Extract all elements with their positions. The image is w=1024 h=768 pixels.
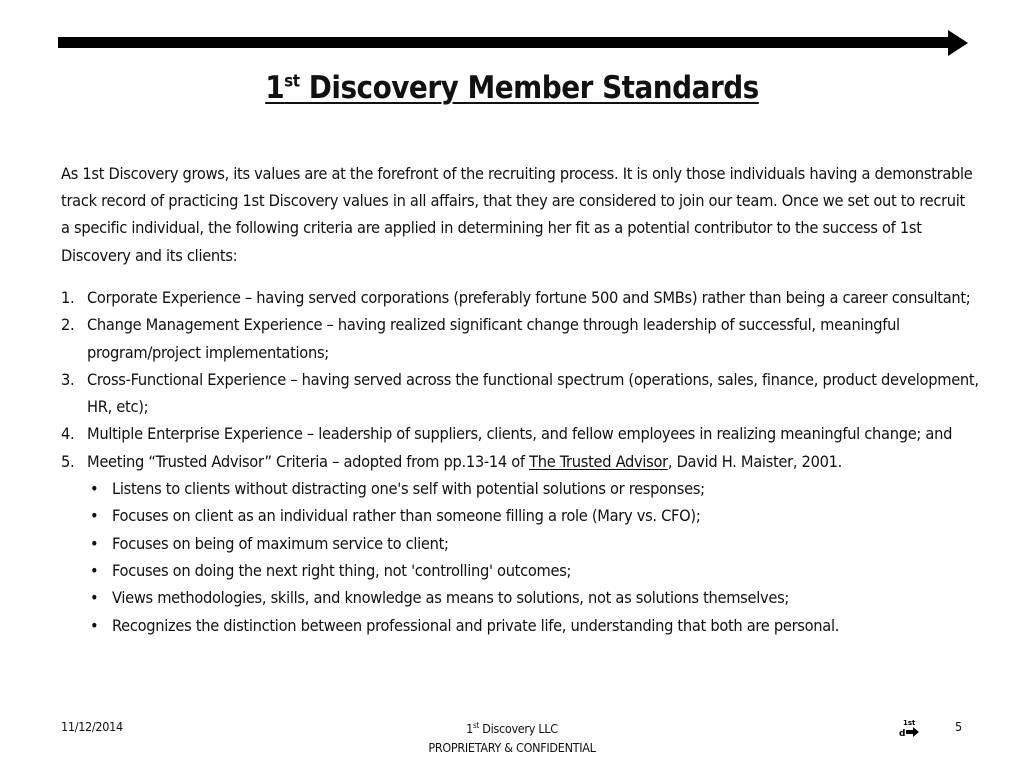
page-title: 1st Discovery Member Standards [265,70,759,106]
bullet-item [87,475,1007,502]
criteria-text: Meeting “Trusted Advisor” Criteria – adopted from pp.13-14 of The Trusted Advisor, David H. Maister, 2001. [87,451,842,471]
bullet-item [87,557,1007,584]
bullet-item [87,612,1007,639]
bullet-icon: • [90,560,99,580]
bullet-item [87,502,1007,529]
criteria-number: 2. [61,315,75,335]
footer-date: 11/12/2014 [61,719,123,734]
criteria-number: 3. [61,369,75,389]
bullet-text: Views methodologies, skills, and knowledge as means to solutions, not as solutions themselves; [112,588,790,608]
footer-company: 1st Discovery LLC PROPRIETARY & CONFIDENTIAL [412,719,612,757]
svg-text:1st: 1st [903,719,916,727]
criteria-number: 4. [61,424,75,444]
criteria-number: 5. [61,451,75,471]
bullet-item [87,584,1007,611]
book-title: The Trusted Advisor [529,451,668,471]
bullet-text: Recognizes the distinction between professional and private life, understanding that both are personal. [112,615,840,635]
bullet-icon: • [90,533,99,553]
page-number: 5 [955,719,963,734]
criteria-item [61,448,981,475]
bullet-item [87,530,1007,557]
footer-confidential: PROPRIETARY & CONFIDENTIAL [428,740,596,755]
intro-paragraph: As 1st Discovery grows, its values are at the forefront of the recruiting process. It is only those individuals having a demonstrable track record of practicing 1st Discovery values in all affairs, that they are considered to join our team. Once we set out to recruit a specific individual, the following criteria are applied in determining her fit as a potential contributor to the success of 1st Discovery and its clients: [61,164,973,265]
criteria-text: Multiple Enterprise Experience – leadership of suppliers, clients, and fellow employees in realizing meaningful change; and [87,424,953,444]
company-logo-icon [898,717,920,739]
bullet-icon: • [90,506,99,526]
svg-text:d: d [899,729,906,739]
advisor-criteria-list [87,475,1007,639]
bullet-text: Focuses on being of maximum service to client; [112,533,449,553]
header-arrow [58,30,968,56]
criteria-item [61,284,981,311]
criteria-list [61,284,981,639]
bullet-icon: • [90,588,99,608]
criteria-text: Corporate Experience – having served corporations (preferably fortune 500 and SMBs) rather than being a career consultant; [87,288,971,307]
criteria-number: 1. [61,288,75,307]
bullet-text: Focuses on doing the next right thing, not 'controlling' outcomes; [112,560,572,580]
criteria-item [61,366,981,421]
criteria-text: Change Management Experience – having realized significant change through leadership of successful, meaningful program/project implementations; [87,315,900,362]
bullet-text: Listens to clients without distracting one's self with potential solutions or responses; [112,479,705,499]
criteria-item [61,311,981,366]
bullet-text: Focuses on client as an individual rather than someone filling a role (Mary vs. CFO); [112,506,701,526]
bullet-icon: • [90,479,99,499]
criteria-item [61,420,981,447]
criteria-text: Cross-Functional Experience – having served across the functional spectrum (operations, sales, finance, product development, HR, etc); [87,369,979,417]
bullet-icon: • [90,615,99,635]
